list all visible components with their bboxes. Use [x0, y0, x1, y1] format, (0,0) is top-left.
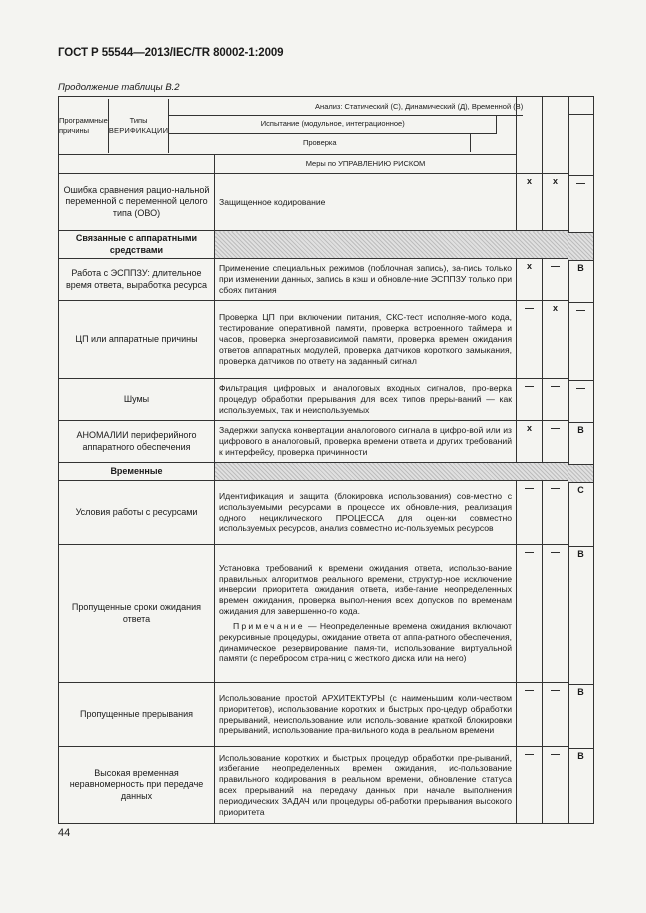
analysis-mark: В — [568, 422, 593, 464]
document-header: ГОСТ Р 55544—2013/IEC/TR 80002-1:2009 — [58, 47, 284, 59]
test-mark: x — [543, 301, 569, 379]
analysis-mark: В — [568, 748, 593, 825]
analysis-header-line — [568, 114, 593, 115]
section-hatch — [215, 463, 569, 481]
header-check: Проверка — [169, 134, 471, 152]
check-mark: — — [517, 379, 543, 421]
analysis-hatch — [568, 464, 593, 482]
table-row — [59, 747, 569, 824]
measure-cell: Проверка ЦП при включении питания, СКС-тест исполняе-мого кода, тестирование оперативной памяти, проверка встроенного таймера и часов, проверка энергозависимой памяти, проверка времен ожидания ответов аппаратных модулей, проверка датчиков короткого замыкания, проверка датчиков по ответу на заданный сигнал — [215, 301, 517, 379]
analysis-mark: — — [568, 175, 593, 232]
measure-cell: Использование коротких и быстрых процедур обработки пре-рываний, избегание неопределенных времен ожидания, ис-пользование правильного кодирования в реальном времени, обновление статуса всех прерываний на передачу данных при начале выполнения периодических ЗАДАЧ или процедуры об-работки прерывания высокого приоритета — [215, 747, 517, 824]
header-method-stack — [169, 99, 523, 153]
cause-cell: Пропущенные прерывания — [59, 683, 215, 747]
cause-cell: АНОМАЛИИ периферийного аппаратного обеспечения — [59, 421, 215, 463]
section-title: Временные — [59, 463, 215, 481]
measure-cell: Фильтрация цифровых и аналоговых входных сигналов, про-верка процедур обработки прерывания для всех типов преры-ваний — как используемых, так и неиспользуемых — [215, 379, 517, 421]
check-mark: — — [517, 683, 543, 747]
analysis-header-cell — [568, 114, 593, 175]
test-mark: — — [543, 683, 569, 747]
measure-cell: Использование простой АРХИТЕКТУРЫ (с наименьшим коли-чеством приоритетов), использование коротких и быстрых про-цедур обработки прерываний, неиспользование или исполь-зование краткой блокировки прерываний, использование пра-вильного кода в реальном времени — [215, 683, 517, 747]
test-mark: — — [543, 259, 569, 301]
check-mark: — — [517, 481, 543, 545]
page-number: 44 — [58, 827, 71, 839]
analysis-mark: В — [568, 546, 593, 684]
test-mark: — — [543, 379, 569, 421]
measure-cell: Задержки запуска конвертации аналогового сигнала в цифро-вой или из цифрового в аналоговый, проверка времени ответа и других требований к интерфейсу, проверка причинности — [215, 421, 517, 463]
table-row — [59, 259, 569, 301]
header-causes: Программные причины — [59, 99, 109, 153]
table-row — [59, 683, 569, 747]
header-risk-measures: Меры по УПРАВЛЕНИЮ РИСКОМ — [215, 155, 517, 174]
check-mark: x — [517, 174, 543, 231]
cause-cell: ЦП или аппаратные причины — [59, 301, 215, 379]
test-mark: x — [543, 174, 569, 231]
cause-cell: Условия работы с ресурсами — [59, 481, 215, 545]
cause-cell: Шумы — [59, 379, 215, 421]
analysis-hatch — [568, 232, 593, 260]
analysis-mark: — — [568, 380, 593, 422]
note-text: — Неопределенные времена ожидания включают рекурсивные процедуры, ожидание ответа от аппа-ратного обеспечения, динамическое резервирование памя-ти, использование виртуальной памяти (с перебросом стра-ниц с жесткого диска или на него) — [219, 620, 512, 664]
test-mark: — — [543, 481, 569, 545]
check-mark: x — [517, 259, 543, 301]
note-label: Примечание — [233, 620, 305, 631]
table-row — [59, 421, 569, 463]
table-row — [59, 481, 569, 545]
check-mark: — — [517, 301, 543, 379]
check-mark: x — [517, 421, 543, 463]
measure-cell — [215, 545, 517, 683]
header-cell-causes-types — [59, 97, 524, 155]
check-mark: — — [517, 545, 543, 683]
analysis-mark: С — [568, 482, 593, 546]
note-paragraph — [219, 621, 512, 664]
cause-cell: Ошибка сравнения рацио-нальной переменной с переменной целого типа (ОВО) — [59, 174, 215, 231]
section-row — [59, 231, 569, 259]
table-row — [59, 174, 569, 231]
header-analysis: Анализ: Статический (С), Динамический (Д), Временной (В) — [169, 99, 523, 116]
verification-table — [58, 96, 569, 824]
table-row — [59, 545, 569, 683]
section-row — [59, 463, 569, 481]
header-types-line1: Типы — [129, 116, 148, 126]
test-mark: — — [543, 545, 569, 683]
analysis-column — [568, 96, 594, 824]
analysis-mark: В — [568, 260, 593, 302]
test-mark: — — [543, 747, 569, 824]
cause-cell: Пропущенные сроки ожидания ответа — [59, 545, 215, 683]
analysis-mark: В — [568, 684, 593, 748]
cause-cell: Высокая временная неравномерность при передаче данных — [59, 747, 215, 824]
header-testing: Испытание (модульное, интеграционное) — [169, 116, 497, 134]
table-row — [59, 301, 569, 379]
table-continuation-caption: Продолжение таблицы В.2 — [58, 82, 180, 93]
check-mark: — — [517, 747, 543, 824]
cause-cell: Работа с ЭСППЗУ: длительное время ответа, выработка ресурса — [59, 259, 215, 301]
header-types-line2: ВЕРИФИКАЦИИ — [108, 125, 169, 135]
section-hatch — [215, 231, 569, 259]
measure-cell: Защищенное кодирование — [215, 174, 517, 231]
measure-cell: Применение специальных режимов (поблочная запись), за-пись только при изменении данных, запись в кэш и обновле-ние ЭСППЗУ только при сбоях питания — [215, 259, 517, 301]
test-mark: — — [543, 421, 569, 463]
section-title: Связанные с аппаратными средствами — [59, 231, 215, 259]
table-row — [59, 379, 569, 421]
measure-cell: Идентификация и защита (блокировка использования) сов-местно с используемыми ресурсами в процессе их обновле-ния, реализация одного нециклического ПРОЦЕССА для оцен-ки совместно используемых ресурсов, анализ совместно ис-пользуемых ресурсов — [215, 481, 517, 545]
header-types — [109, 99, 169, 153]
analysis-mark: — — [568, 302, 593, 380]
measure-text: Установка требований к времени ожидания ответа, использо-вание правильных алгоритмов реального времени, структур-ное исключение инверсии приоритета ожидания ответа, избе-гание неопределенных времен ожидания, проверка выпол-нения всех допусков по временам ожидания для завершенно-го кода. — [219, 562, 512, 617]
